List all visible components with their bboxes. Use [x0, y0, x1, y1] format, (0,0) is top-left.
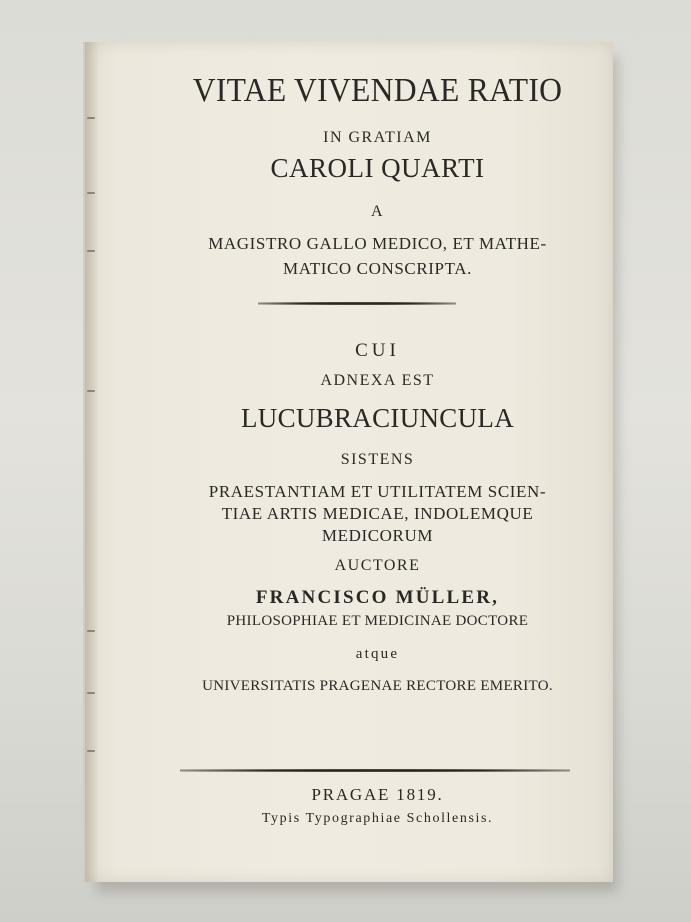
title-page [83, 42, 613, 882]
preposition-a: A [370, 203, 385, 220]
description-line-3: MEDICORUM [321, 526, 434, 545]
description-line-1: PRAESTANTIAM ET UTILITATEM SCIEN- [208, 482, 547, 501]
ornamental-rule [180, 769, 570, 772]
author-rank: UNIVERSITATIS PRAGENAE RECTORE EMERITO. [202, 678, 553, 694]
in-gratiam: IN GRATIAM [323, 129, 432, 146]
subtitle: LUCUBRACIUNCULA [240, 403, 514, 433]
author-title: PHILOSOPHIAE ET MEDICINAE DOCTORE [226, 613, 529, 629]
book-title: VITAE VIVENDAE RATIO [192, 72, 563, 109]
author-line-2: MATICO CONSCRIPTA. [283, 259, 472, 278]
sistens: SISTENS [340, 451, 415, 468]
cui-heading: CUI [355, 340, 400, 361]
imprint-place-year: PRAGAE 1819. [311, 785, 444, 804]
description-line-2: TIAE ARTIS MEDICAE, INDOLEMQUE [221, 504, 534, 523]
author-name: FRANCISCO MÜLLER, [255, 587, 500, 608]
imprint-printer: Typis Typographiae Schollensis. [261, 811, 494, 826]
title-page-text [85, 42, 613, 882]
author-line-1: MAGISTRO GALLO MEDICO, ET MATHE- [208, 234, 547, 253]
auctore: AUCTORE [334, 557, 421, 574]
atque: atque [355, 646, 400, 662]
adnexa-est: ADNEXA EST [320, 372, 435, 389]
patron-name: CAROLI QUARTI [270, 153, 485, 183]
ornamental-rule [258, 302, 456, 305]
